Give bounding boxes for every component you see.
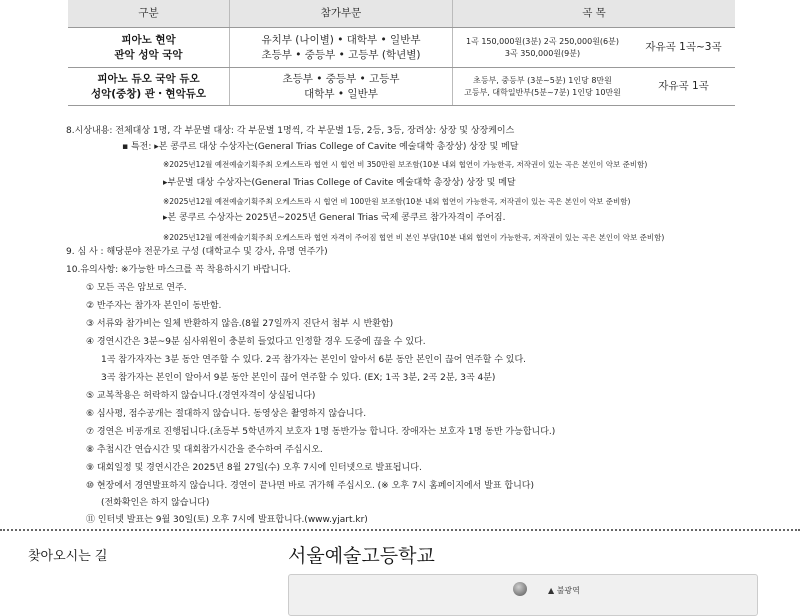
division-line: 초등부 • 중등부 • 고등부 (282, 72, 400, 85)
piece-cell: 자유곡 1곡 (632, 68, 735, 106)
directions-heading: 찾아오시는 길 (28, 549, 108, 564)
category-cell (68, 68, 230, 106)
note-item: ④ 경연시간은 3분~9분 심사위원이 충분히 들었다고 인정할 경우 도중에 끊을 수 있다. (86, 337, 426, 347)
piece-cell: 자유곡 1곡~3곡 (632, 28, 735, 68)
fee-cell (453, 68, 633, 106)
perks-line-1 (122, 141, 518, 154)
note-item: ⑥ 심사평, 점수공개는 절대하지 않습니다. 동영상은 촬영하지 않습니다. (86, 409, 367, 419)
fee-line: 1곡 150,000원(3분) 2곡 250,000원(6분) (465, 36, 619, 46)
fee-line: 초등부, 중등부 (3분~5분) 1인당 8만원 (473, 75, 612, 85)
category-line: 피아노 듀오 국악 듀오 (97, 72, 200, 85)
judges-line: 9. 심 사 : 해당분야 전문가로 구성 (대학교수 및 강사, 유명 연주가) (66, 247, 328, 257)
venue-name: 서울예술고등학교 (288, 545, 435, 567)
table-header-row (68, 0, 735, 28)
perk-3-note: ※2025년12월 예전예술기획주최 오케스트라 협연 자격이 주어짐 협연 비 본인 부담(10분 내외 협연이 가능한곡, 저작권이 있는 곡은 본인이 악보 준비함) (163, 233, 665, 242)
header-pieces: 곡 목 (453, 0, 736, 28)
header-category: 구분 (68, 0, 230, 28)
subway-station-icon (513, 582, 527, 596)
table-row (68, 28, 735, 68)
category-cell (68, 28, 230, 68)
perk-1: ▸본 콩쿠르 대상 수상자는(General Trias College of Cavite 예술대학 총장상) 상장 및 메달 (154, 142, 519, 152)
note-item: ③ 서류와 참가비는 일체 반환하지 않음.(8월 27일까지 진단서 첨부 시 반환함) (86, 319, 394, 329)
category-line: 성악(중창) 관・현악듀오 (90, 87, 207, 100)
perk-2: ▸부문별 대상 수상자는(General Trias College of Cavite 예술대학 총장상) 상장 및 메달 (163, 178, 516, 188)
note-item: ⑧ 추첨시간 연습시간 및 대회참가시간을 준수하여 주십시오. (86, 445, 323, 455)
awards-line: 8.시상내용: 전체대상 1명, 각 부문별 대상: 각 부문별 1명씩, 각 부문별 1등, 2등, 3등, 장려상: 상장 및 상장케이스 (66, 126, 515, 136)
note-item: 3곡 참가자는 본인이 알아서 9분 동안 본인이 끊어 연주할 수 있다. (EX; 1곡 3분, 2곡 2분, 3곡 4분) (101, 373, 496, 383)
note-item: 1곡 참가자자는 3분 동안 연주할 수 있다. 2곡 참가자는 본인이 알아서 6분 동안 본인이 끊어 연주할 수 있다. (101, 355, 527, 365)
division-line: 유치부 (나이별) • 대학부 • 일반부 (261, 33, 421, 46)
division-line: 초등부 • 중등부 • 고등부 (학년별) (261, 48, 421, 61)
note-item: ⑨ 대회일정 및 경연시간은 2025년 8월 27일(수) 오후 7시에 인터넷으로 발표됩니다. (86, 463, 422, 473)
perk-3: ▸본 콩쿠르 수상자는 2025년~2025년 General Trias 국제 콩쿠르 참가자격이 주어짐. (163, 213, 506, 223)
division-line: 대학부 • 일반부 (304, 87, 378, 100)
note-item: ⑦ 경연은 비공개로 진행됩니다.(초등부 5학년까지 보호자 1명 동반가능 합니다. 장애자는 보호자 1명 동반 가능합니다.) (86, 427, 556, 437)
header-division: 참가부문 (230, 0, 453, 28)
division-cell (230, 28, 453, 68)
fee-line: 3곡 350,000원(9분) (504, 48, 581, 58)
fee-line: 고등부, 대학일반부(5분~7분) 1인당 10만원 (464, 87, 621, 97)
division-cell (230, 68, 453, 106)
perks-label: ▪ 특전: (122, 142, 152, 152)
map-station-label: ▲ 불광역 (548, 586, 580, 595)
perk-1-note: ※2025년12월 예전예술기획주최 오케스트라 협연 시 협연 비 350만원 보조함(10분 내외 협연이 가능한곡, 저작권이 있는 곡은 본인이 악보 준비함) (163, 160, 648, 169)
table-row (68, 68, 735, 106)
category-table (68, 0, 735, 106)
note-item: ⑩ 현장에서 경연발표하지 않습니다. 경연이 끝나면 바로 귀가해 주십시오. (※ 오후 7시 홈페이지에서 발표 합니다) (86, 481, 534, 491)
category-line: 피아노 현악 (121, 33, 176, 46)
note-item: ⑤ 교복착용은 허락하지 않습니다.(경연자격이 상실됩니다) (86, 391, 316, 401)
note-item: ⑪ 인터넷 발표는 9월 30일(토) 오후 7시에 발표합니다.(www.yjart.kr) (86, 515, 368, 525)
note-item: ② 반주자는 참가자 본인이 동반함. (86, 301, 222, 311)
notes-title: 10.유의사항: ※가능한 마스크를 꼭 착용하시기 바랍니다. (66, 265, 291, 275)
section-divider (0, 529, 800, 531)
note-item: (전화확인은 하지 않습니다) (101, 498, 210, 508)
category-line: 관악 성악 국악 (114, 48, 183, 61)
perk-2-note: ※2025년12월 예전예술기획주최 오케스트라 시 협연 비 100만원 보조함(10분 내외 협연이 가능한곡, 저작권이 있는 곡은 본인이 악보 준비함) (163, 197, 631, 206)
fee-cell (453, 28, 633, 68)
note-item: ① 모든 곡은 암보로 연주. (86, 283, 187, 293)
